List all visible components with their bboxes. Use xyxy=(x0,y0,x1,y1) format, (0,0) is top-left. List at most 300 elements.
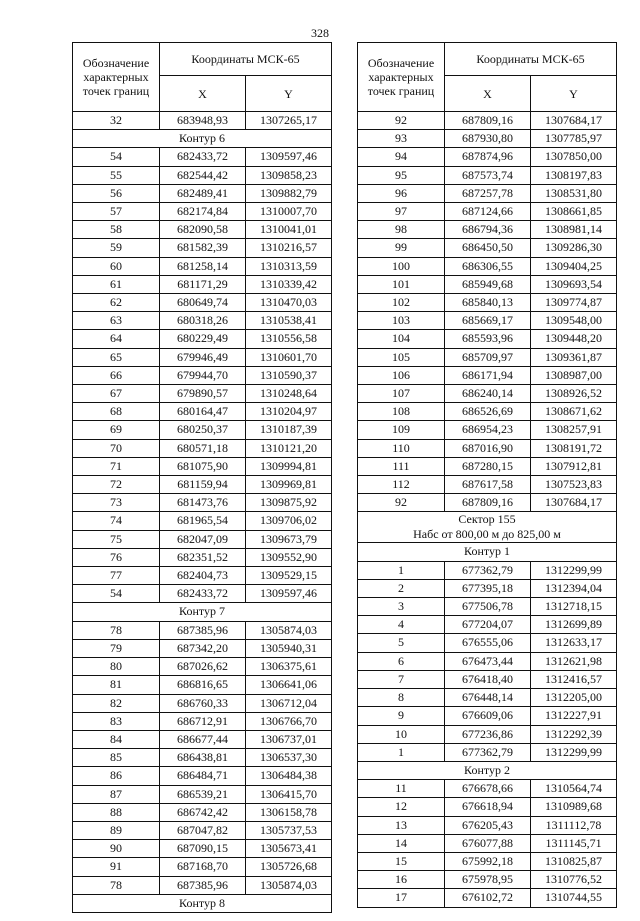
coord-y: 1305726,68 xyxy=(246,858,332,876)
table-row xyxy=(358,439,617,457)
col-header-coords: Координаты МСК-65 xyxy=(160,43,332,76)
coord-x: 676205,43 xyxy=(445,816,531,834)
point-number: 72 xyxy=(73,476,160,494)
coord-x: 687257,78 xyxy=(445,184,531,202)
coord-y: 1310041,01 xyxy=(246,221,332,239)
coord-y: 1308191,72 xyxy=(531,439,617,457)
coord-x: 677395,18 xyxy=(445,579,531,597)
coord-x: 682489,41 xyxy=(160,184,246,202)
contour-label: Контур 1 xyxy=(358,543,617,561)
coord-x: 687809,16 xyxy=(445,494,531,512)
table-row xyxy=(358,579,617,597)
coord-y: 1306537,30 xyxy=(246,749,332,767)
table-row xyxy=(358,221,617,239)
table-row xyxy=(358,816,617,834)
coord-x: 680164,47 xyxy=(160,403,246,421)
table-row xyxy=(73,585,332,603)
table-row xyxy=(73,184,332,202)
coord-x: 681582,39 xyxy=(160,239,246,257)
table-row xyxy=(358,403,617,421)
point-number: 3 xyxy=(358,598,445,616)
table-row xyxy=(358,130,617,148)
table-row xyxy=(73,203,332,221)
coord-y: 1308197,83 xyxy=(531,166,617,184)
coord-y: 1312227,91 xyxy=(531,707,617,725)
point-number: 1 xyxy=(358,743,445,761)
coord-x: 686484,71 xyxy=(160,767,246,785)
point-number: 110 xyxy=(358,439,445,457)
point-number: 106 xyxy=(358,366,445,384)
coord-y: 1309882,79 xyxy=(246,184,332,202)
point-number: 79 xyxy=(73,639,160,657)
point-number: 75 xyxy=(73,530,160,548)
point-number: 10 xyxy=(358,725,445,743)
table-row xyxy=(73,658,332,676)
table-row xyxy=(358,743,617,761)
table-row xyxy=(358,184,617,202)
table-row xyxy=(73,348,332,366)
table-row xyxy=(358,689,617,707)
coord-y: 1309875,92 xyxy=(246,494,332,512)
table-row xyxy=(358,294,617,312)
coord-x: 687342,20 xyxy=(160,639,246,657)
coord-y: 1310121,20 xyxy=(246,439,332,457)
contour-label: Контур 2 xyxy=(358,761,617,779)
coord-x: 687573,74 xyxy=(445,166,531,184)
table-row xyxy=(358,852,617,870)
coord-x: 686816,65 xyxy=(160,676,246,694)
coord-x: 687930,80 xyxy=(445,130,531,148)
table-row xyxy=(358,330,617,348)
coord-x: 681075,90 xyxy=(160,457,246,475)
point-number: 105 xyxy=(358,348,445,366)
coord-x: 686240,14 xyxy=(445,385,531,403)
table-row xyxy=(73,330,332,348)
coord-x: 686677,44 xyxy=(160,730,246,748)
point-number: 78 xyxy=(73,621,160,639)
table-row xyxy=(73,567,332,585)
coord-y: 1310744,55 xyxy=(531,889,617,907)
point-number: 112 xyxy=(358,476,445,494)
table-row xyxy=(358,598,617,616)
table-row xyxy=(73,312,332,330)
point-number: 86 xyxy=(73,767,160,785)
coord-x: 682404,73 xyxy=(160,567,246,585)
coord-x: 681258,14 xyxy=(160,257,246,275)
coord-y: 1306641,06 xyxy=(246,676,332,694)
coord-x: 679946,49 xyxy=(160,348,246,366)
table-row xyxy=(73,275,332,293)
sector-title: Сектор 155 xyxy=(458,512,516,527)
coord-y: 1312292,39 xyxy=(531,725,617,743)
coord-y: 1306712,04 xyxy=(246,694,332,712)
coord-y: 1310538,41 xyxy=(246,312,332,330)
point-number: 87 xyxy=(73,785,160,803)
coord-y: 1309448,20 xyxy=(531,330,617,348)
coord-x: 687385,96 xyxy=(160,621,246,639)
coord-x: 687809,16 xyxy=(445,112,531,130)
col-header-x: X xyxy=(445,76,531,112)
point-number: 62 xyxy=(73,294,160,312)
coord-y: 1309548,00 xyxy=(531,312,617,330)
col-header-y: Y xyxy=(246,76,332,112)
point-number: 63 xyxy=(73,312,160,330)
coord-y: 1309858,23 xyxy=(246,166,332,184)
table-row xyxy=(73,457,332,475)
table-row xyxy=(73,257,332,275)
point-number: 107 xyxy=(358,385,445,403)
coord-x: 675978,95 xyxy=(445,871,531,889)
point-number: 4 xyxy=(358,616,445,634)
coordinates-table-right xyxy=(357,42,617,908)
point-number: 92 xyxy=(358,112,445,130)
coord-y: 1310601,70 xyxy=(246,348,332,366)
point-number: 101 xyxy=(358,275,445,293)
table-row xyxy=(358,112,617,130)
table-row xyxy=(73,530,332,548)
point-number: 111 xyxy=(358,457,445,475)
coord-y: 1308661,85 xyxy=(531,203,617,221)
point-number: 17 xyxy=(358,889,445,907)
coord-y: 1310248,64 xyxy=(246,385,332,403)
coord-x: 679890,57 xyxy=(160,385,246,403)
table-row xyxy=(73,366,332,384)
contour-row xyxy=(73,603,332,621)
coord-x: 680649,74 xyxy=(160,294,246,312)
coord-y: 1309361,87 xyxy=(531,348,617,366)
table-row xyxy=(358,634,617,652)
coord-x: 686539,21 xyxy=(160,785,246,803)
col-header-point: Обозначение характерных точек границ xyxy=(358,43,445,112)
coord-y: 1312621,98 xyxy=(531,652,617,670)
coord-y: 1312633,17 xyxy=(531,634,617,652)
table-row xyxy=(358,366,617,384)
coord-x: 685840,13 xyxy=(445,294,531,312)
table-row xyxy=(358,889,617,907)
coord-x: 687385,96 xyxy=(160,876,246,894)
col-header-x: X xyxy=(160,76,246,112)
coord-y: 1309529,15 xyxy=(246,567,332,585)
coord-x: 687874,96 xyxy=(445,148,531,166)
point-number: 96 xyxy=(358,184,445,202)
table-row xyxy=(358,275,617,293)
coord-y: 1310825,87 xyxy=(531,852,617,870)
coord-x: 677506,78 xyxy=(445,598,531,616)
point-number: 57 xyxy=(73,203,160,221)
coord-y: 1307850,00 xyxy=(531,148,617,166)
coord-x: 686760,33 xyxy=(160,694,246,712)
coord-y: 1311145,71 xyxy=(531,834,617,852)
table-row xyxy=(358,457,617,475)
table-row xyxy=(358,780,617,798)
table-row xyxy=(358,652,617,670)
coord-x: 675992,18 xyxy=(445,852,531,870)
table-row xyxy=(73,112,332,130)
coord-y: 1308981,14 xyxy=(531,221,617,239)
coord-x: 685949,68 xyxy=(445,275,531,293)
point-number: 58 xyxy=(73,221,160,239)
coord-x: 687047,82 xyxy=(160,821,246,839)
table-row xyxy=(73,749,332,767)
point-number: 102 xyxy=(358,294,445,312)
point-number: 54 xyxy=(73,585,160,603)
coord-x: 676077,88 xyxy=(445,834,531,852)
coord-x: 681473,76 xyxy=(160,494,246,512)
coord-x: 686954,23 xyxy=(445,421,531,439)
coord-y: 1308671,62 xyxy=(531,403,617,421)
table-row xyxy=(358,707,617,725)
point-number: 73 xyxy=(73,494,160,512)
point-number: 66 xyxy=(73,366,160,384)
point-number: 100 xyxy=(358,257,445,275)
coord-x: 683948,93 xyxy=(160,112,246,130)
point-number: 97 xyxy=(358,203,445,221)
coord-x: 682090,58 xyxy=(160,221,246,239)
point-number: 12 xyxy=(358,798,445,816)
coord-x: 676102,72 xyxy=(445,889,531,907)
point-number: 54 xyxy=(73,148,160,166)
table-row xyxy=(73,385,332,403)
coord-y: 1311112,78 xyxy=(531,816,617,834)
coordinates-table-left xyxy=(72,42,332,913)
col-header-point: Обозначение характерных точек границ xyxy=(73,43,160,112)
point-number: 91 xyxy=(73,858,160,876)
coord-x: 686526,69 xyxy=(445,403,531,421)
point-number: 11 xyxy=(358,780,445,798)
point-number: 32 xyxy=(73,112,160,130)
table-row xyxy=(358,348,617,366)
coord-x: 686438,81 xyxy=(160,749,246,767)
coord-x: 676418,40 xyxy=(445,670,531,688)
table-row xyxy=(73,494,332,512)
table-row xyxy=(358,148,617,166)
coord-y: 1309774,87 xyxy=(531,294,617,312)
table-row xyxy=(73,239,332,257)
point-number: 103 xyxy=(358,312,445,330)
table-row xyxy=(73,767,332,785)
contour-row xyxy=(358,543,617,561)
table-row xyxy=(358,166,617,184)
coord-y: 1307912,81 xyxy=(531,457,617,475)
coord-y: 1309994,81 xyxy=(246,457,332,475)
point-number: 108 xyxy=(358,403,445,421)
coord-y: 1308531,80 xyxy=(531,184,617,202)
coord-x: 682544,42 xyxy=(160,166,246,184)
col-header-y: Y xyxy=(531,76,617,112)
coord-x: 676448,14 xyxy=(445,689,531,707)
point-number: 83 xyxy=(73,712,160,730)
coord-y: 1307785,97 xyxy=(531,130,617,148)
page-number: 328 xyxy=(311,26,329,40)
coord-y: 1309552,90 xyxy=(246,548,332,566)
coord-y: 1310776,52 xyxy=(531,871,617,889)
point-number: 68 xyxy=(73,403,160,421)
coord-y: 1307265,17 xyxy=(246,112,332,130)
coord-x: 677362,79 xyxy=(445,743,531,761)
coord-x: 686450,50 xyxy=(445,239,531,257)
coord-y: 1309706,02 xyxy=(246,512,332,530)
coord-y: 1312205,00 xyxy=(531,689,617,707)
coord-x: 685593,96 xyxy=(445,330,531,348)
coord-y: 1310339,42 xyxy=(246,275,332,293)
table-row xyxy=(73,858,332,876)
contour-row xyxy=(73,894,332,912)
point-number: 2 xyxy=(358,579,445,597)
point-number: 109 xyxy=(358,421,445,439)
table-row xyxy=(358,616,617,634)
point-number: 69 xyxy=(73,421,160,439)
table-row xyxy=(358,312,617,330)
coord-y: 1310007,70 xyxy=(246,203,332,221)
coord-y: 1305737,53 xyxy=(246,821,332,839)
coord-y: 1310187,39 xyxy=(246,421,332,439)
table-row xyxy=(73,639,332,657)
coord-y: 1305940,31 xyxy=(246,639,332,657)
point-number: 90 xyxy=(73,840,160,858)
point-number: 5 xyxy=(358,634,445,652)
coord-y: 1310313,59 xyxy=(246,257,332,275)
point-number: 81 xyxy=(73,676,160,694)
coord-y: 1307523,83 xyxy=(531,476,617,494)
coord-y: 1306158,78 xyxy=(246,803,332,821)
coord-y: 1310556,58 xyxy=(246,330,332,348)
table-row xyxy=(73,840,332,858)
coord-y: 1310590,37 xyxy=(246,366,332,384)
coord-y: 1310989,68 xyxy=(531,798,617,816)
point-number: 9 xyxy=(358,707,445,725)
point-number: 67 xyxy=(73,385,160,403)
coord-x: 682351,52 xyxy=(160,548,246,566)
coord-y: 1309286,30 xyxy=(531,239,617,257)
coord-y: 1308926,52 xyxy=(531,385,617,403)
coord-x: 682174,84 xyxy=(160,203,246,221)
coord-x: 676473,44 xyxy=(445,652,531,670)
coord-x: 676555,06 xyxy=(445,634,531,652)
coord-x: 677362,79 xyxy=(445,561,531,579)
table-row xyxy=(73,439,332,457)
table-row xyxy=(73,476,332,494)
table-row xyxy=(73,421,332,439)
point-number: 1 xyxy=(358,561,445,579)
point-number: 95 xyxy=(358,166,445,184)
coord-y: 1310204,97 xyxy=(246,403,332,421)
coord-y: 1306766,70 xyxy=(246,712,332,730)
coord-y: 1310564,74 xyxy=(531,780,617,798)
point-number: 16 xyxy=(358,871,445,889)
coord-y: 1309597,46 xyxy=(246,585,332,603)
point-number: 88 xyxy=(73,803,160,821)
point-number: 77 xyxy=(73,567,160,585)
point-number: 94 xyxy=(358,148,445,166)
coord-x: 677204,07 xyxy=(445,616,531,634)
table-row xyxy=(73,676,332,694)
contour-label: Контур 8 xyxy=(73,894,332,912)
point-number: 93 xyxy=(358,130,445,148)
coord-y: 1312718,15 xyxy=(531,598,617,616)
coord-x: 680571,18 xyxy=(160,439,246,457)
coord-x: 677236,86 xyxy=(445,725,531,743)
table-row xyxy=(358,239,617,257)
point-number: 74 xyxy=(73,512,160,530)
table-row xyxy=(73,821,332,839)
coord-x: 687124,66 xyxy=(445,203,531,221)
table-row xyxy=(358,476,617,494)
sector-row xyxy=(358,512,617,543)
table-row xyxy=(73,548,332,566)
coord-x: 680229,49 xyxy=(160,330,246,348)
coord-y: 1307684,17 xyxy=(531,112,617,130)
point-number: 76 xyxy=(73,548,160,566)
table-row xyxy=(358,798,617,816)
point-number: 92 xyxy=(358,494,445,512)
point-number: 65 xyxy=(73,348,160,366)
point-number: 61 xyxy=(73,275,160,293)
coord-y: 1305874,03 xyxy=(246,621,332,639)
coord-x: 682047,09 xyxy=(160,530,246,548)
coord-x: 687016,90 xyxy=(445,439,531,457)
point-number: 8 xyxy=(358,689,445,707)
table-row xyxy=(73,803,332,821)
point-number: 56 xyxy=(73,184,160,202)
coord-y: 1309693,54 xyxy=(531,275,617,293)
coord-x: 686742,42 xyxy=(160,803,246,821)
point-number: 80 xyxy=(73,658,160,676)
table-row xyxy=(358,203,617,221)
point-number: 98 xyxy=(358,221,445,239)
coord-x: 686171,94 xyxy=(445,366,531,384)
coord-x: 686794,36 xyxy=(445,221,531,239)
table-row xyxy=(358,257,617,275)
coord-y: 1308987,00 xyxy=(531,366,617,384)
coord-y: 1308257,91 xyxy=(531,421,617,439)
contour-row xyxy=(73,130,332,148)
coord-x: 681159,94 xyxy=(160,476,246,494)
coord-y: 1310216,57 xyxy=(246,239,332,257)
point-number: 70 xyxy=(73,439,160,457)
table-row xyxy=(73,166,332,184)
coord-x: 682433,72 xyxy=(160,585,246,603)
table-row xyxy=(73,512,332,530)
coord-x: 676618,94 xyxy=(445,798,531,816)
sector-height-range: Набс от 800,00 м до 825,00 м xyxy=(413,527,561,542)
table-row xyxy=(73,785,332,803)
table-row xyxy=(73,876,332,894)
point-number: 59 xyxy=(73,239,160,257)
coord-x: 687280,15 xyxy=(445,457,531,475)
table-row xyxy=(358,871,617,889)
table-row xyxy=(73,712,332,730)
point-number: 99 xyxy=(358,239,445,257)
coord-x: 681171,29 xyxy=(160,275,246,293)
point-number: 82 xyxy=(73,694,160,712)
coord-x: 685709,97 xyxy=(445,348,531,366)
coord-x: 682433,72 xyxy=(160,148,246,166)
table-row xyxy=(358,494,617,512)
coord-x: 686712,91 xyxy=(160,712,246,730)
table-row xyxy=(73,148,332,166)
coord-x: 680250,37 xyxy=(160,421,246,439)
coord-x: 676678,66 xyxy=(445,780,531,798)
coord-y: 1307684,17 xyxy=(531,494,617,512)
point-number: 78 xyxy=(73,876,160,894)
coord-y: 1306375,61 xyxy=(246,658,332,676)
table-row xyxy=(73,221,332,239)
coord-y: 1310470,03 xyxy=(246,294,332,312)
table-row xyxy=(358,725,617,743)
table-row xyxy=(358,834,617,852)
point-number: 15 xyxy=(358,852,445,870)
point-number: 60 xyxy=(73,257,160,275)
